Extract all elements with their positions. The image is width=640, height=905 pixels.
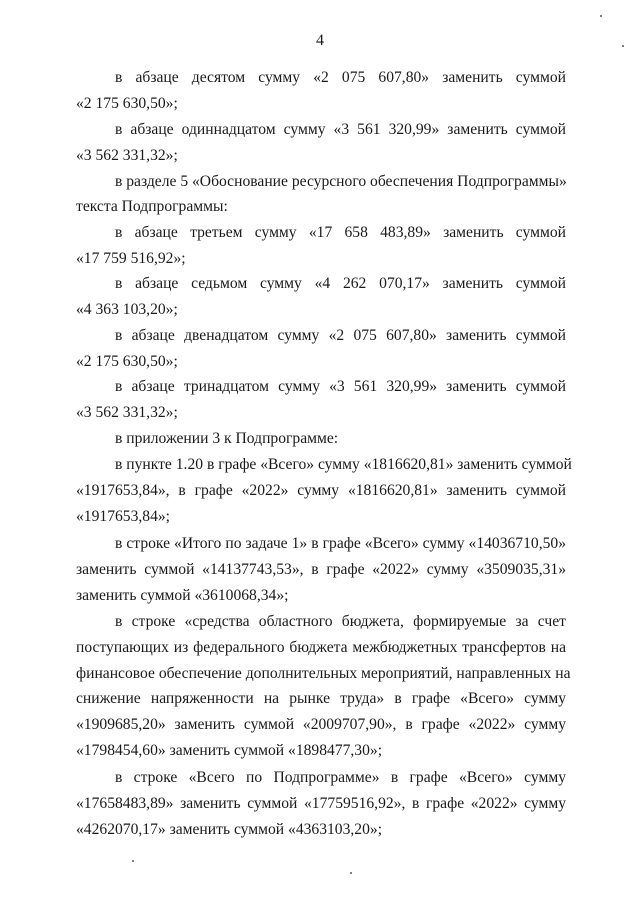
text-line: в абзаце седьмом сумму «4 262 070,17» заменить суммой — [115, 275, 566, 292]
text-line: «1917653,84», в графе «2022» сумму «1816620,81» заменить суммой — [76, 482, 566, 499]
text-line: «17658483,89» заменить суммой «17759516,92», в графе «2022» сумму — [76, 795, 566, 812]
scan-speck — [350, 872, 352, 874]
text-line: «2 175 630,50»; — [76, 353, 178, 370]
text-line: «4262070,17» заменить суммой «4363103,20»; — [76, 821, 383, 838]
scan-speck — [132, 860, 134, 862]
text-line: «1909685,20» заменить суммой «2009707,90», в графе «2022» сумму — [76, 716, 566, 733]
text-line: «17 759 516,92»; — [76, 250, 186, 267]
text-line: поступающих из федерального бюджета межбюджетных трансфертов на — [76, 639, 566, 656]
scan-speck — [622, 45, 624, 47]
text-line: «2 175 630,50»; — [76, 95, 178, 112]
text-line: «3 562 331,32»; — [76, 147, 178, 164]
text-line: в строке «средства областного бюджета, формируемые за счет — [115, 613, 566, 630]
text-line: заменить суммой «3610068,34»; — [76, 587, 289, 604]
text-line: в строке «Всего по Подпрограмме» в графе «Всего» сумму — [115, 769, 566, 786]
text-line: «1917653,84»; — [76, 508, 170, 525]
text-line: в строке «Итого по задаче 1» в графе «Всего» сумму «14036710,50» — [115, 535, 566, 552]
text-line: в приложении 3 к Подпрограмме: — [115, 430, 339, 447]
scan-speck — [600, 15, 602, 17]
text-line: в абзаце двенадцатом сумму «2 075 607,80» заменить суммой — [115, 327, 566, 344]
text-line: финансовое обеспечение дополнительных мероприятий, направленных на — [76, 665, 571, 682]
text-line: заменить суммой «14137743,53», в графе «2022» сумму «3509035,31» — [76, 561, 566, 578]
text-line: в абзаце десятом сумму «2 075 607,80» заменить суммой — [115, 69, 566, 86]
text-line: в абзаце тринадцатом сумму «3 561 320,99» заменить суммой — [115, 378, 566, 395]
text-line: «1798454,60» заменить суммой «1898477,30»; — [76, 742, 383, 759]
text-line: снижение напряженности на рынке труда» в графе «Всего» сумму — [76, 690, 566, 707]
page-number: 4 — [316, 32, 324, 49]
text-line: в абзаце одиннадцатом сумму «3 561 320,99» заменить суммой — [115, 121, 566, 138]
text-line: в пункте 1.20 в графе «Всего» сумму «1816620,81» заменить суммой — [115, 456, 572, 473]
text-line: «4 363 103,20»; — [76, 301, 178, 318]
text-line: в разделе 5 «Обоснование ресурсного обеспечения Подпрограммы» — [115, 173, 567, 190]
text-line: текста Подпрограммы: — [76, 198, 228, 215]
text-line: в абзаце третьем сумму «17 658 483,89» заменить суммой — [115, 224, 566, 241]
text-line: «3 562 331,32»; — [76, 404, 178, 421]
